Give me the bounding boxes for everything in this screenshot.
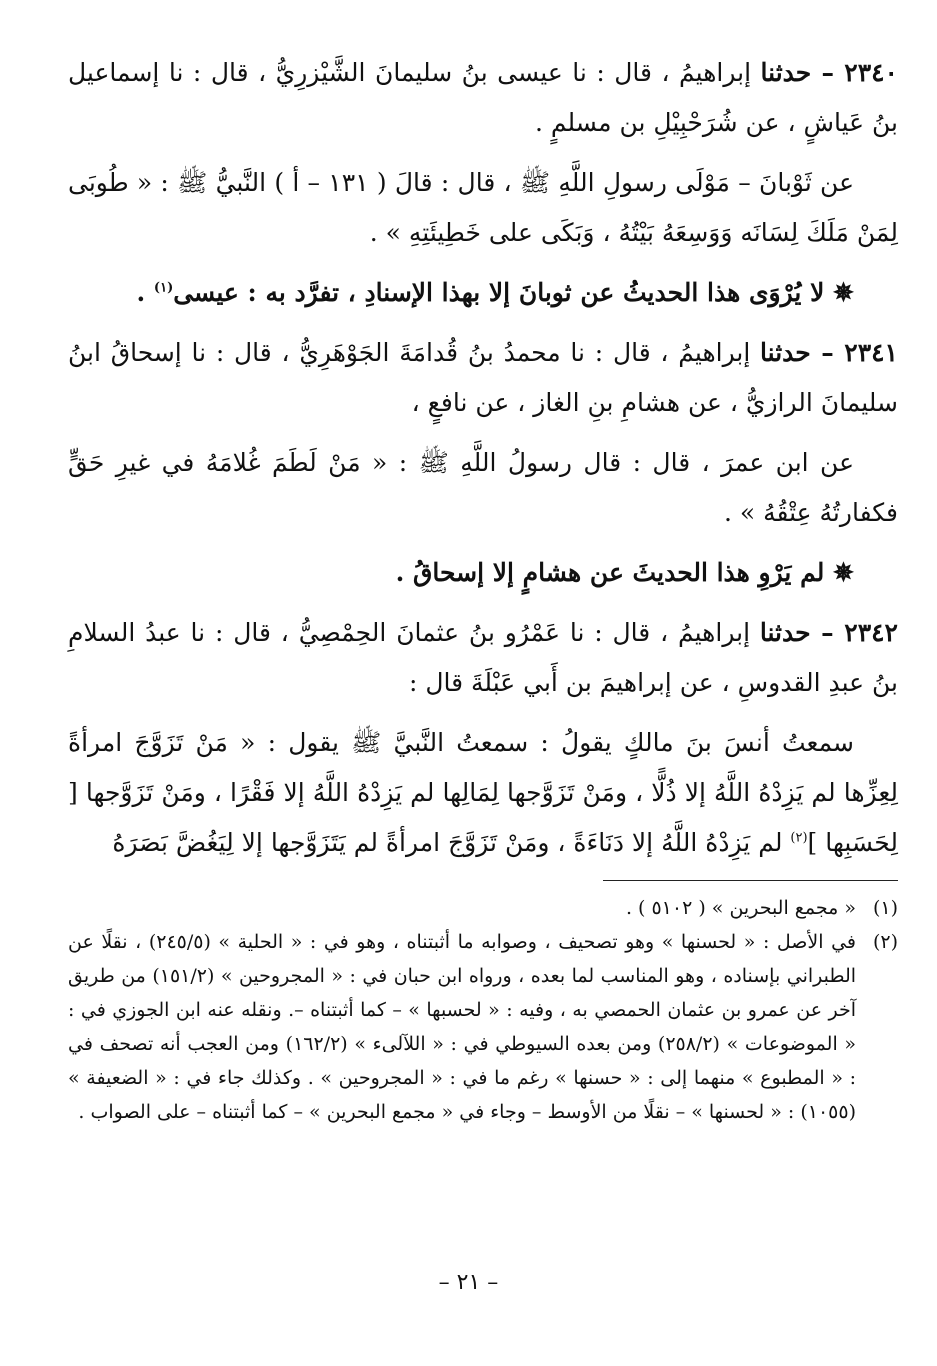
matn-text-b: لم يَزِدْهُ اللَّهُ إلا دَنَاءَةً ، ومَنْ تَزَوَّجَ امرأةً لم يَتَزَوَّجها إلا لِيَغُضَّ بَصَرَهُ [112,828,791,857]
footnote-separator [603,880,898,881]
remark-text: ✵ لم يَرْوِ هذا الحديثَ عن هشامٍ إلا إسحاقُ . [395,558,854,587]
hadith-number: ٢٣٤٢ [844,618,898,647]
footnote-2 [68,925,898,1129]
page-number: – ٢١ – [438,1270,499,1295]
hadith-number: ٢٣٤١ [844,338,898,367]
remark-end: . [136,278,154,307]
footnote-text: « مجمع البحرين » ( ٥١٠٢ ) . [625,897,856,919]
hadith-number: ٢٣٤٠ [844,58,898,87]
footnote-ref-2[interactable]: (٢) [790,830,808,846]
hadith-2341-remark [68,548,898,598]
hadith-2340-matn [68,158,898,258]
hadith-2340-remark [68,268,898,318]
footnote-number: (٢) [872,931,898,953]
hadith-2342-matn [68,718,898,868]
footnotes [68,891,898,1129]
hadith-2341-isnad [68,328,898,428]
matn-text: عن ثَوْبانَ – مَوْلَى رسولِ اللَّهِ ﷺ ، قال : قالَ ( ١٣١ – أ ) النَّبيُّ ﷺ : « طُوبَى لِمَنْ مَلَكَ لِسَانَه وَوَسِعَهُ بَيْتُهُ ، وَبَكَى على خَطِيئَتِهِ » . [68,168,898,247]
hadith-dash: – [811,58,845,87]
main-text [68,48,898,868]
matn-text: عن ابن عمرَ ، قال : قال رسولُ اللَّهِ ﷺ : « مَنْ لَطَمَ غُلامَهُ في غيرِ حَقٍّ فكفارتُهُ عِتْقُهُ » . [68,448,898,527]
isnad-text: إبراهيمُ ، قال : نا محمدُ بنُ قُدامَةَ الجَوْهَرِيُّ ، قال : نا إسحاقُ ابنُ سليمانَ الرازيُّ ، عن هشامِ بنِ الغاز ، عن نافعٍ ، [68,338,898,417]
hadith-2340-isnad [68,48,898,148]
matn-text-a: سمعتُ أنسَ بنَ مالكٍ يقولُ : سمعتُ النَّبيَّ ﷺ يقول : « مَنْ تَزَوَّجَ امرأةً لِعِزِّها لم يَزِدْهُ اللَّهُ إلا ذُلًّا ، ومَنْ تَزَوَّجها لِمَالِها لم يَزِدْهُ اللَّهُ إلا فَقْرًا ، ومَنْ تَزَوَّجها [ لِحَسَبِها ] [68,728,898,857]
hadith-keyword: حدثنا [760,338,811,367]
hadith-keyword: حدثنا [759,618,811,647]
remark-text: ✵ لا يُرْوَى هذا الحديثُ عن ثوبانَ إلا بهذا الإسنادِ ، تفرَّد به : عيسى [173,278,854,307]
footnote-ref-1[interactable]: (١) [153,280,174,296]
footnote-text: في الأصل : « لحسنها » وهو تصحيف ، وصوابه ما أثبتناه ، وهو في : « الحلية » (٢٤٥/٥) ، نقلًا عن الطبراني بإسناده ، وهو المناسب لما بعده ، ورواه ابن حبان في : « المجروحين » (١٥١/٢) من طريق آخر عن عمرو بن عثمان الحمصي به ، وفيه : « لحسبها » – كما أثبتناه –. ونقله عنه ابن الجوزي في : « الموضوعات » (٢٥٨/٢) ومن بعده السيوطي في : « اللآلىء » (١٦٢/٢) ومن العجب أنه تصحف في : « المطبوع » منهما إلى : « حسنها » رغم ما في : « المجروحين » . وكذلك جاء في : « الضعيفة » (١٠٥٥) : « لحسنها » – نقلًا من الأوسط – وجاء في « مجمع البحرين » – كما أثبتناه – على الصواب . [68,931,857,1123]
hadith-2342-isnad [68,608,898,708]
isnad-text: إبراهيمُ ، قال : نا عَمْرُو بنُ عثمانَ الحِمْصِيُّ ، قال : نا عبدُ السلامِ بنُ عبدِ القدوسِ ، عن إبراهيمَ بن أَبي عَبْلَةَ قال : [68,618,898,697]
footnote-1 [68,891,898,925]
hadith-dash: – [810,618,845,647]
hadith-dash: – [810,338,845,367]
hadith-2341-matn [68,438,898,538]
footnote-number: (١) [872,897,898,919]
hadith-keyword: حدثنا [760,58,812,87]
isnad-text: إبراهيمُ ، قال : نا عيسى بنُ سليمانَ الشَّيْزرِيُّ ، قال : نا إسماعيل بنُ عَياشٍ ، عن شُرَحْبِيْلِ بن مسلمٍ . [68,58,898,137]
document-page [68,48,898,1129]
